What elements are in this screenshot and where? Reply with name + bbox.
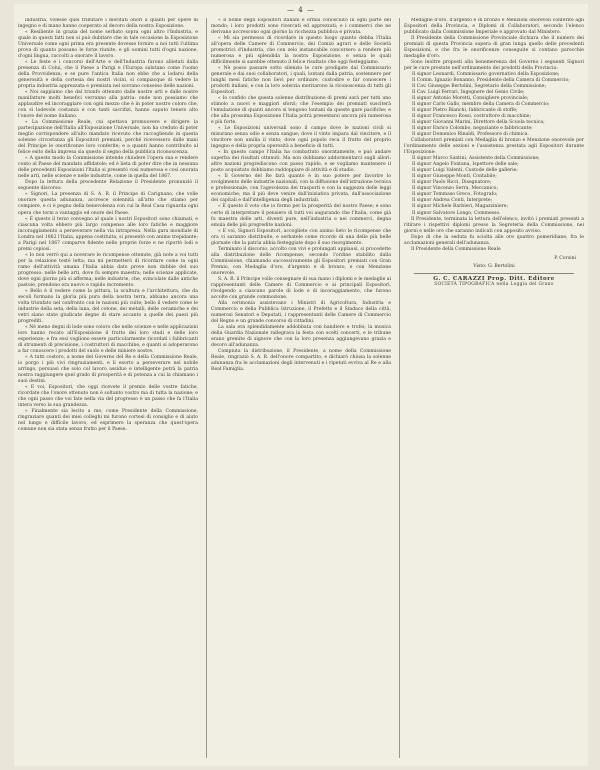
paragraph: Medaglie d'oro, d'argento e di bronzo e Menzioni onorevoli conferite agli Espositori della Provincia, e Diplomi di Collaboratori, secondo l'elenco pubblicato dalla Commissione Imperiale e approvato dal Ministero. (404, 18, 584, 36)
paragraph: « A questo modo la Commissione intende chiudere l'opera sua e rendere conto al Paese del mandato affidatole; ed è lieta di poter dire che in nessuna delle precedenti Esposizioni l'Italia si presentò così numerosa e così onorata nelle arti, nelle scienze e nelle industrie, come in quella del 1867. (18, 156, 198, 180)
paragraph: « Le Esposizioni universali sono il campo dove le nazioni civili si misurano senza odio e senza sangue; dove il vinto impara dal vincitore, e il vincitore non umilia il vinto; dove ogni popolo reca il frutto del proprio ingegno e della propria operosità a beneficio di tutti. (211, 126, 391, 150)
collaborators-list-2 (404, 156, 584, 216)
paragraph: Il signor Angelo Fontana, Ispettore delle sale; (412, 162, 519, 168)
paragraph: Il Comm. Ignazio Bonanno, Presidente della Camera di Commercio; (412, 78, 570, 84)
paragraph: « Il nome degli Espositori italiani è ormai conosciuto in ogni parte del mondo; i loro prodotti sono ricercati ed apprezzati; e i commerci che ne derivano accrescono ogni giorno la ricchezza pubblica e privata. (211, 18, 391, 36)
paragraph: Il signor Paolo Ricci, Disegnatore; (412, 180, 492, 186)
column-3 (404, 18, 584, 762)
newspaper-page (14, 4, 588, 766)
paragraph: Dopo la lettura della precedente Relazione il Presidente pronunziò il seguente discorso: (18, 180, 198, 192)
paragraph: Il signor Marco Santini, Assistente della Commissione; (412, 156, 540, 162)
paragraph: « Resiliente in grazia del nome serbato sopra ogni altro l'Industria, e quale in questi fatti non si può dubitare che in tale occasione la Esposizione Universale come ogni prima era presente dovesse fornire a noi tutti l'ultima prova di quanto possano le forze riunite, e gli uomini tutti d'ogni nazione, d'ogni lingua, raccolti a onorare il lavoro. (18, 30, 198, 60)
column-1 (18, 18, 198, 762)
paragraph: Il signor Pietro Bianchi, fabbricante di stoffe; (412, 108, 518, 114)
paragraph: Il signor Giuseppe Monti, Contabile; (412, 174, 497, 180)
paragraph: Il signor Luigi Valenti, Custode delle gallerie; (412, 168, 518, 174)
column-3-middle (404, 138, 584, 156)
paragraph: « È questo il voto che io formo per la prosperità del nostro Paese; e sono certo di interpretare il pensiero di tutti voi augurando che l'Italia, come già fu maestra delle arti, diventi pure, nell'industria e nei commerci, degna emula delle più progredite nazioni. (211, 204, 391, 228)
paragraph: Il signor Domenico Rinaldi, Professore di chimica. (412, 132, 529, 138)
paragraph: Il signor Carlo Gallo, membro della Camera di Commercio; (412, 102, 550, 108)
paragraph: « Noi sappiamo che dal trionfo ottenuto dalle nostre arti e dalle nostre manifatture molti benefici verranno alla patria: onde non possiamo che applaudire ed incoraggiare con ogni mezzo che è in poter nostro coloro che, con sì lodevole costanza e con tanti sacrifizi, hanno saputo tenere alto l'onore del nome italiano. (18, 90, 198, 120)
paragraph: Il signor Giovanni Marini, Direttore della Scuola tecnica; (412, 120, 545, 126)
paragraph: Il Presidente della Commissione Provinciale dichiara che il numero dei premiati di questa Provincia supera di gran lunga quello delle precedenti Esposizioni, e che fra le onorificenze conseguite si contano parecchie medaglie d'oro. (404, 36, 584, 60)
paragraph: « Signori, La presenza di S. A. R. il Principe di Carignano, che volle onorare questa adunanza, accresce solennità all'atto che stiamo per compiere, e ci è pegno della benevolenza con cui la Real Casa riguarda ogni opera che torni a vantaggio ed onore del Paese. (18, 192, 198, 216)
paragraph: Alla cerimonia assistevano i Ministri di Agricoltura, Industria e Commercio e della Pubblica Istruzione, il Prefetto e il Sindaco della città, numerosi Senatori e Deputati, i rappresentanti delle Camere di Commercio del Regno e un grande concorso di cittadini. (211, 300, 391, 324)
paragraph: Compiuta la distribuzione, il Presidente, a nome della Commissione Reale, ringraziò S. A. R. dell'onore compartito, e dichiarò chiusa la solenne adunanza fra le acclamazioni degli intervenuti e i ripetuti evviva al Re e alla Real Famiglia. (211, 348, 391, 372)
paragraph: Sono inoltre proposti alla benemerenza del Governo i seguenti Signori per le cure prestate nell'ordinamento dei prodotti della Provincia: (404, 60, 584, 72)
paragraph: Il signor Leonardi, Commissario governativo della Esposizione; (412, 72, 560, 78)
paragraph: « E voi, Espositori, che oggi ricevete il premio delle vostre fatiche, ricordate che l'onore ottenuto non è soltanto vostro ma di tutta la nazione; e che ogni passo che voi fate nella via del progresso è un passo che fa l'Italia intera verso la sua grandezza. (18, 384, 198, 408)
paragraph: Il Cav. Giuseppe Bertolini, Segretario della Commissione; (412, 84, 547, 90)
column-2 (211, 18, 391, 762)
paragraph: S. A. R. il Principe volle consegnare di sua mano i diplomi e le medaglie ai rappresentanti delle Camere di Commercio e ai principali Espositori, rivolgendo a ciascuno parole di lode e di incoraggiamento, che furono accolte con grande commozione. (211, 276, 391, 300)
paragraph: La sala era splendidamente addobbata con bandiere e trofei; la musica della Guardia Nazionale rallegrava la festa con scelti concerti, e le tribune erano gremite di signore che con la loro presenza aggiungevano grazia e decoro all'adunanza. (211, 324, 391, 348)
paragraph: Il signor Andrea Conti, Interprete; (412, 198, 493, 204)
paragraph: « Il Governo del Re farà quanto è in suo potere per favorire lo svolgimento delle industrie nazionali, con la diffusione dell'istruzione tecnica e professionale, con l'agevolezza dei trasporti e con la saggezza delle leggi economiche; ma il più deve venire dall'iniziativa privata, dall'associazione dei capitali e dall'intelligenza degli industriali. (211, 174, 391, 204)
paragraph: « Nè posso passare sotto silenzio le cure prodigate dal Commissario generale e dai suoi collaboratori, i quali, lontani dalla patria, sostennero per lunghi mesi fatiche non lievi per ordinare, custodire e far conoscere i prodotti italiani, e con la loro solerzia meritarono la riconoscenza di tutti gli Espositori. (211, 66, 391, 96)
paragraph: industria, volesse quei tributare i meritati onori a quanti per opere di ingegno e di mano hanno cooperato al decoro della nostra Esposizione. (18, 18, 198, 30)
printer-imprint: G. C. CARAZZI Prop. Ditt. Editore (433, 275, 555, 282)
paragraph: Il signor Vincenzo Serra, Meccanico; (412, 186, 498, 192)
paragraph: « E voi, Signori Espositori, accogliete con animo lieto le ricompense che ora vi saranno distribuite, e serbatele come ricordo di una delle più belle giornate che la patria abbia festeggiate dopo il suo risorgimento. (211, 228, 391, 246)
column-3-intro (404, 18, 584, 72)
paragraph: « In questo campo l'Italia ha combattuto onoratamente, e può andare superba dei risultati ottenuti. Ma non dobbiamo addormentarci sugli allori: altre nazioni progrediscono con passo rapido, e se vogliamo mantenere il posto acquistato dobbiamo raddoppiare di attività e di studio. (211, 150, 391, 174)
paragraph: « Le feste e i concorsi dell'Arte e dell'Industria furono allietati dalla presenza di Colui, che il Paese a Parigi e l'Europa salutano come l'uomo della Provvidenza; e se pure l'antica Italia non ebbe che a lodarsi della generosità e della cortesia dei nostri vicini, si compiacque di vedere la propria industria apprezzata e premiata nel sovrano consesso delle nazioni. (18, 60, 198, 90)
collaborators-list-1 (404, 72, 584, 138)
paragraph: « La Commissione Reale, cui spettava promuovere e dirigere la partecipazione dell'Italia all'Esposizione Universale, non ha creduto di poter meglio corrispondere all'alto mandato ricevuto che raccogliendo in questa solenne circostanza gli Espositori premiati, perché ricevessero dalle mani del Principe le onorificenze loro conferite; e a quanti hanno contribuito al felice esito della impresa sia questo il segno della pubblica riconoscenza. (18, 120, 198, 156)
paragraph: « Bello è il vedere come la pittura, la scultura e l'architettura, che da secoli formano la gloria più pura della nostra terra, abbiano ancora una volta trionfato nel confronto con le nazioni più culte; bello il vedere come le industrie della seta, della lana, del cotone, dei metalli, delle ceramiche e dei vetri siano state giudicate degne di stare accanto a quelle dei paesi più progrediti. (18, 288, 198, 324)
paragraph: Il Cav. Luigi Ferrari, Ingegnere del Genio Civile; (412, 90, 525, 96)
column-3-closing (404, 217, 584, 253)
paragraph: « A tutti costoro, a nome del Governo del Re e della Commissione Reale, io porgo i più vivi ringraziamenti, e li esorto a perseverare nel nobile arringo, persuasi che solo col lavoro assiduo e intelligente potrà la patria nostra raggiungere quel grado di prosperità e di potenza a cui la chiamano i suoi destini. (18, 354, 198, 384)
paragraph: « Nè meno degni di lode sono coloro che nelle scienze e nelle applicazioni loro hanno recato all'Esposizione il frutto dei loro studi e delle loro esperienze; e fra essi vogliono essere particolarmente ricordati i fabbricanti di strumenti di precisione, i costruttori di macchine, e quanti si adoperarono a far conoscere i prodotti del suolo e delle miniere nostre. (18, 324, 198, 354)
column-divider (206, 18, 207, 758)
footer-rule (414, 273, 574, 274)
secretary-signature: Visto: G. Bertolini (473, 263, 515, 269)
paragraph: « Io non verrò qui a noverare le ricompense ottenute, già note a voi tutti per la relazione testé letta; ma mi permetterò di ricordare come in ogni ramo dell'attività umana l'Italia abbia dato prove non dubbie del suo progresso: nelle belle arti, dove fu sempre maestra; nelle scienze applicate, dove ogni giorno più si afferma; nelle industrie, che, svincolate dalle antiche pastoie, prendono ora nuovo e rapido incremento. (18, 252, 198, 288)
page-number: — 4 — (287, 6, 315, 14)
paragraph: Il signor Enrico Colombo, negoziante e fabbricante; (412, 126, 533, 132)
column-divider (399, 18, 400, 758)
paragraph: Dopo di che la seduta fu sciolta alle ore quattro pomeridiane, fra le acclamazioni generali dell'adunanza. (404, 234, 584, 246)
paragraph: Il signor Tommaso Greco, Fotografo; (412, 192, 498, 198)
paragraph: « Finalmente sia lecito a me, come Presidente della Commissione, ringraziare quanti dei miei colleghi mi furono cortesi di consiglio e di aiuto nel lungo e difficile lavoro, ed esprimere la speranza che quest'opera comune non sia stata senza frutto per il Paese. (18, 409, 198, 433)
paragraph: Il signor Michele Barbieri, Magazziniere; (412, 204, 509, 210)
paragraph: « Mi sia permesso di ricordare in questo luogo quanto debba l'Italia all'opera delle Camere di Commercio, dei Comizi agrari e delle Società promotrici d'industria, che con zelo instancabile concorsero a rendere più numerosa e più splendida la nostra Esposizione, e senza le quali difficilmente si sarebbe ottenuto il felice risultato che oggi festeggiamo. (211, 36, 391, 66)
paragraph: « Io confido che questa solenne distribuzione di premi sarà per tutti uno stimolo a nuovi e maggiori sforzi; che l'esempio dei premiati susciterà l'emulazione di quanti ancora si tengono lontani da queste gare pacifiche; e che alla prossima Esposizione l'Italia potrà presentarsi ancora più numerosa e più forte. (211, 96, 391, 126)
paragraph: « È questo il terzo convegno al quale i nostri Espositori sono chiamati, e ciascuna volta ebbero più largo compenso alle loro fatiche e maggiore incoraggiamento a perseverare nella via intrapresa. Nella gara mondiale di Londra nel 1862 l'Italia, appena costituita, si presentò con animo trepidante; a Parigi nel 1867 comparve fidente nelle proprie forze e ne riportò lodi e premi copiosi. (18, 216, 198, 252)
signature: P. Corsini (554, 255, 576, 261)
paragraph: Terminato il discorso, accolto con vivi e prolungati applausi, si procedette alla distribuzione delle ricompense, secondo l'ordine stabilito dalla Commissione, chiamando successivamente gli Espositori premiati con Gran Premio, con Medaglia d'oro, d'argento e di bronzo, e con Menzione onorevole. (211, 246, 391, 276)
paragraph: Collaboratori premiati con Medaglia di bronzo e Menzione onorevole per l'ordinamento delle sezioni e l'assistenza prestata agli Espositori durante l'Esposizione: (404, 138, 584, 156)
paragraph: Il signor Antonio Moretti, Consigliere provinciale; (412, 96, 529, 102)
paragraph: Il Presidente della Commissione Reale (411, 246, 501, 252)
paragraph: Il signor Francesco Rossi, costruttore di macchine; (412, 114, 532, 120)
paragraph: Il signor Salvatore Longo, Commesso. (412, 210, 501, 216)
printer-subtitle: SOCIETÀ TIPOGRAFICA nella Loggia del Grano (434, 281, 554, 287)
paragraph: Il Presidente, terminata la lettura dell'elenco, invitò i premiati presenti a ritirare i rispettivi diplomi presso la Segreteria della Commissione, nei giorni e nelle ore che saranno indicati con apposito avviso. (404, 216, 584, 234)
